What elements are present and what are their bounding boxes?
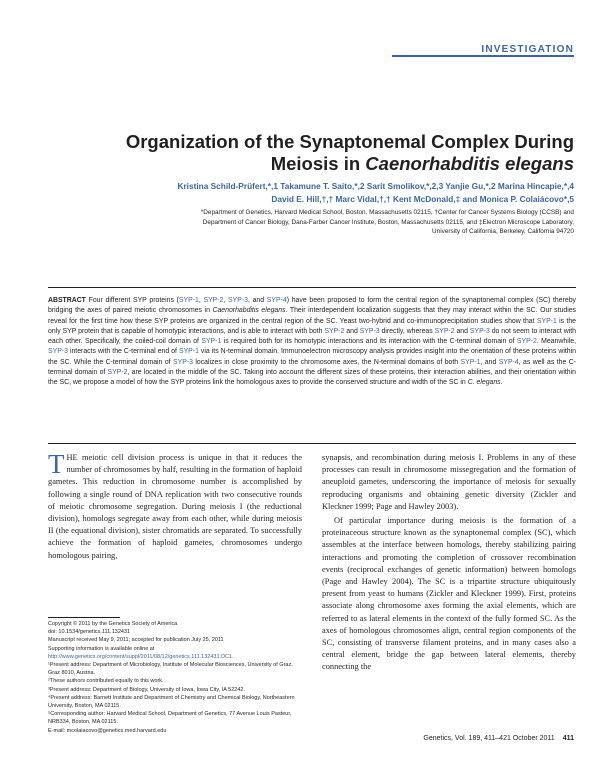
abstract-text: ) have been proposed to form the central region of the synaptonemal complex (SC) thereby bridging the axes of paired meiotic chromosomes in: [48, 297, 576, 315]
abstract-text: ,: [223, 297, 229, 304]
page-footer: [423, 735, 574, 742]
abstract-text: do not seem to interact with each other. Specifically, the coiled-coil domain of: [48, 327, 576, 346]
abstract-text: , and: [247, 297, 267, 304]
body-column-right: [322, 452, 576, 674]
abstract-text: and: [454, 327, 470, 335]
doi-line: doi: 10.1534/genetics.111.132431: [48, 629, 131, 636]
journal-citation: Genetics, Vol. 189, 411–421 October 2011: [423, 735, 555, 742]
abstract-text: via its N-terminal domain. Immunoelectron microscopy analysis provides insight into the orientation of these proteins within the SC. While the C-terminal domain of: [48, 348, 576, 366]
abstract-label: ABSTRACT: [48, 297, 86, 304]
syp2-link[interactable]: SYP-2: [203, 297, 224, 304]
abstract-top-rule: [48, 287, 576, 288]
syp2-link[interactable]: SYP-2: [324, 327, 345, 335]
abstract-text: ,: [198, 297, 204, 304]
abstract-text: localizes in close proximity to the chromosome axes, the N-terminal domains of both: [192, 358, 461, 366]
authors-line-2[interactable]: David E. Hill,†,† Marc Vidal,†,† Kent McDonald,‡ and Monica P. Colaiácovo*,5: [271, 194, 574, 204]
drop-cap: T: [48, 449, 65, 479]
authors-line-1[interactable]: Kristina Schild-Prüfert,*,1 Takamune T. Saito,*,2 Sarit Smolikov,*,2,3 Yanjie Gu,*,2 Marina Hincapie,*,4: [177, 181, 574, 191]
affiliations: [104, 208, 574, 237]
abstract-text: , as well as the C-terminal domain of: [48, 358, 577, 377]
abstract-text: and: [344, 327, 360, 335]
title-line-2-prefix: Meiosis in: [270, 153, 366, 174]
syp3-link[interactable]: SYP-3: [228, 297, 248, 304]
syp4-link[interactable]: SYP-4: [498, 358, 519, 366]
footnote-3: ³Present address: Department of Biology, University of Iowa, Iowa City, IA 52242.: [48, 686, 245, 693]
syp3-link[interactable]: SYP-3: [469, 327, 490, 335]
abstract-text: , are located in the middle of the SC. Taking into account the different sizes of these proteins, their interaction abilities, and their orientation within the SC, we propose a model of how the SYP proteins link the homologous axes to provide the conserved structure and width of the SC in: [48, 369, 576, 387]
paragraph-continued: synapsis, and recombination during meiosis I. Problems in any of these processes can result in chromosome missegregation and the formation of aneuploid gametes, underscoring the importance of meiosis for sexually reproducing organisms and obtaining genetic diversity (Zickler and Kleckner 1999; Page and Hawley 2003).: [322, 453, 576, 511]
syp3-link[interactable]: SYP-3: [173, 358, 193, 366]
supporting-info: [48, 645, 302, 661]
abstract-bottom-rule: [48, 443, 576, 444]
footnote-2: ²These authors contributed equally to this work.: [48, 678, 164, 685]
affiliation-line-2: Department of Cancer Biology, Dana-Farber Cancer Institute, Boston, Massachusetts 02115, and ‡Electron Microscope Laboratory,: [202, 218, 574, 226]
syp3-link[interactable]: SYP-3: [48, 348, 68, 356]
syp1-link[interactable]: SYP-1: [201, 338, 222, 346]
copyright-line: Copyright © 2011 by the Genetics Society of America: [48, 621, 178, 627]
footnote-5: ⁵Corresponding author: Harvard Medical School, Department of Genetics, 77 Avenue Louis Pasteur, NRB334, Boston, MA 02115.: [48, 711, 292, 726]
abstract-species-short: C. elegans: [467, 379, 501, 387]
syp1-link[interactable]: SYP-1: [178, 348, 199, 356]
footnote-rule: [48, 617, 120, 618]
abstract-species: Caenorhabditis elegans: [212, 307, 286, 315]
syp3-link[interactable]: SYP-3: [359, 327, 380, 335]
supporting-info-text: Supporting information is available online at: [48, 645, 155, 652]
supporting-info-link[interactable]: http://www.genetics.org/content/suppl/2011/08/12/genetics.111.132431.DC1.: [48, 653, 234, 660]
body-column-left: [48, 449, 302, 562]
abstract: [48, 296, 576, 389]
abstract-text: interacts with the C-terminal end of: [67, 348, 179, 356]
syp2-link[interactable]: SYP-2: [107, 369, 128, 377]
abstract-text: . Their interdependent localization suggests that they may interact within the SC. Our studies reveal for the first time how these SYP proteins are organized in the central region of the SC. Yeast two-hybrid and co-immunoprecipitation studies show that: [48, 307, 576, 325]
paragraph-sc: Of particular importance during meiosis is the formation of a proteinaceous structure known as the synaptonemal complex (SC), which assembles at the interface between homologs, thereby stabilizing pairing interactions and promoting the completion of crossover recombination events (reciprocal exchanges of genetic information) between homologs (Page and Hawley 2004). The SC is a tripartite structure ubiquitously present from yeast to humans (Zickler and Kleckner 1999). First, proteins associate along chromosome axes forming the axial elements, which are referred to as lateral elements in the context of the fully formed SC. As the axes of homologous chromosomes align, central region components of the SC, consisting of transverse filament proteins, and in many cases also a central element, bridge the gap between lateral elements, thereby connecting the: [322, 516, 576, 672]
syp1-link[interactable]: SYP-1: [536, 317, 557, 325]
title-species: Caenorhabditis elegans: [365, 153, 574, 174]
intro-paragraph: HE meiotic cell division process is unique in that it reduces the number of chromosomes by half, resulting in the formation of haploid gametes. This reduction in chromosome number is accomplished by following a single round of DNA replication with two consecutive rounds of meiotic chromosome segregation. During meiosis I (the reductional division), homologs segregate away from each other, while during meiosis II (the equational division), sister chromatids are separated. To successfully achieve the formation of haploid gametes, chromosomes undergo homologous pairing,: [48, 453, 302, 560]
syp2-link[interactable]: SYP-2: [516, 338, 537, 346]
syp4-link[interactable]: SYP-4: [266, 297, 287, 304]
abstract-text: . Meanwhile,: [536, 338, 577, 346]
abstract-text: .: [500, 379, 503, 387]
abstract-text: Four different SYP proteins (: [88, 297, 179, 304]
footnote-4: ⁴Present address: Barnett Institute and Department of Chemistry and Chemical Biology, Northeastern University, Boston, MA 02115.: [48, 694, 295, 710]
email-line[interactable]: E-mail: mcolaiacovo@genetics.med.harvard.edu: [48, 727, 167, 734]
author-list: [114, 180, 574, 206]
article-title: [104, 131, 574, 175]
footnotes: [48, 620, 302, 735]
footnote-1: ¹Present address: Department of Microbiology, Institute of Molecular Biosciences, University of Graz, Graz 8010, Austria.: [48, 662, 293, 677]
abstract-text: is required both for its homotypic interactions and its interaction with the C-terminal domain of: [221, 338, 517, 346]
affiliation-line-3: University of California, Berkeley, California 94720: [432, 228, 574, 235]
title-line-1: Organization of the Synaptonemal Complex During: [125, 131, 574, 152]
title-line-2: [104, 153, 574, 175]
syp1-link[interactable]: SYP-1: [460, 358, 481, 366]
section-label: INVESTIGATION: [481, 44, 574, 55]
abstract-text: , and: [480, 358, 499, 366]
section-rule: [392, 55, 574, 57]
manuscript-dates: Manuscript received May 9, 2011; accepted for publication July 25, 2011: [48, 637, 224, 644]
syp1-link[interactable]: SYP-1: [178, 297, 199, 304]
abstract-text: directly, whereas: [379, 327, 435, 335]
abstract-text: is the only SYP protein that is capable of homotypic interactions, and is able to interact with both: [48, 317, 576, 335]
page-number: 411: [562, 735, 574, 742]
affiliation-line-1: *Department of Genetics, Harvard Medical School, Boston, Massachusetts 02115, †Center for Cancer Systems Biology (CCSB) and: [200, 209, 574, 216]
syp2-link[interactable]: SYP-2: [434, 327, 455, 335]
